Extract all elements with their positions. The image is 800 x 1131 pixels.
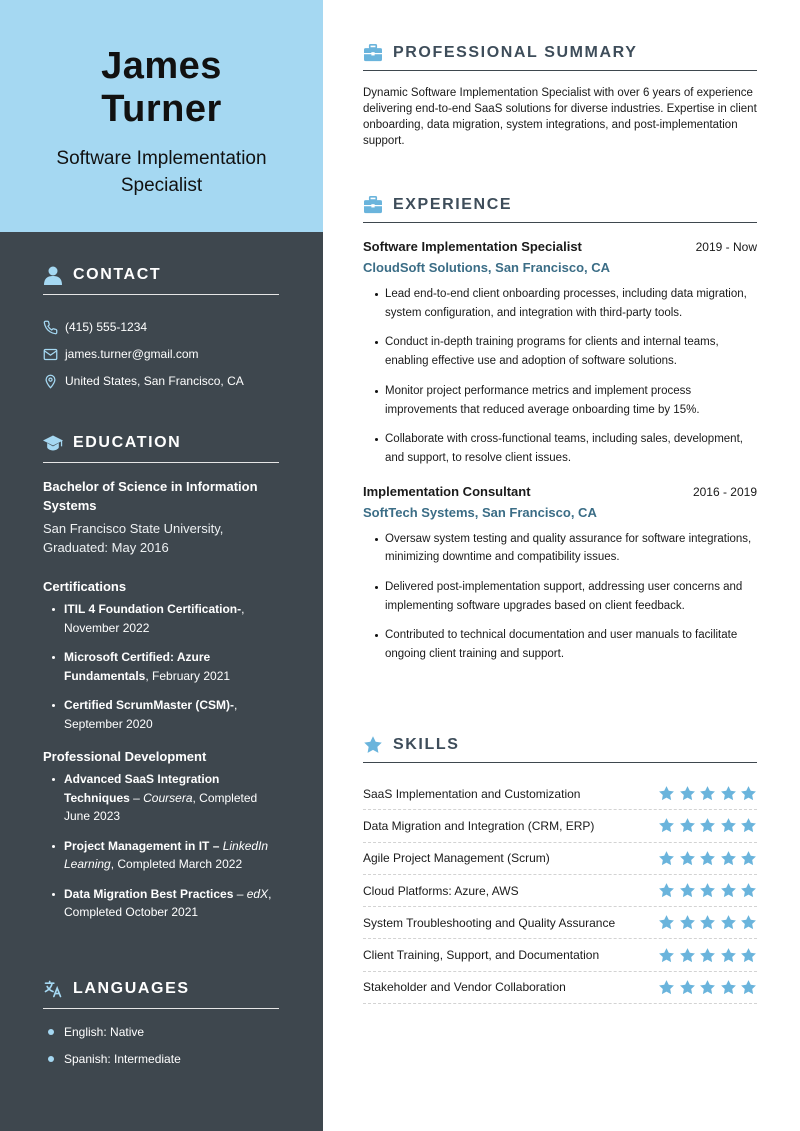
course-provider: Coursera (143, 790, 193, 805)
role-line-2: Specialist (120, 175, 203, 196)
list-item (51, 885, 279, 922)
experience-section (363, 192, 757, 675)
list-item: Lead end-to-end client onboarding processes, including data migration, system configuration, and integration with third-party tools. (375, 285, 757, 322)
person-name (0, 0, 323, 131)
course-name: Advanced SaaS Integration Techniques (64, 772, 220, 805)
rating-star-icon (740, 947, 757, 964)
rating-star-icon (679, 817, 696, 834)
contact-section (43, 262, 279, 400)
development-title: Professional Development (43, 749, 207, 764)
contact-title: CONTACT (73, 266, 162, 283)
rating-star-icon (699, 785, 716, 802)
user-icon (43, 265, 63, 285)
job-entry (363, 484, 757, 664)
languages-title: LANGUAGES (73, 980, 190, 997)
rating-star-icon (658, 817, 675, 834)
cert-name: ITIL 4 Foundation Certification- (64, 602, 242, 616)
skills-section (363, 732, 757, 1004)
sidebar (0, 0, 323, 1131)
star-icon (363, 735, 383, 755)
list-item: English: Native (48, 1024, 279, 1040)
rating-star-icon (658, 882, 675, 899)
education-header (43, 430, 279, 463)
rating-star-icon (740, 882, 757, 899)
languages-list (48, 1024, 279, 1067)
rating-star-icon (720, 947, 737, 964)
briefcase-icon (363, 195, 383, 215)
skill-name: Cloud Platforms: Azure, AWS (363, 883, 519, 898)
cert-name: Certified ScrumMaster (CSM)- (64, 698, 235, 712)
course-detail: , Completed June 2023 (64, 790, 258, 823)
job-dates: 2019 - Now (695, 240, 757, 254)
skill-rating (658, 882, 757, 899)
summary-header (363, 40, 757, 71)
rating-star-icon (679, 882, 696, 899)
job-company: CloudSoft Solutions, San Francisco, CA (363, 260, 611, 275)
rating-star-icon (740, 850, 757, 867)
rating-star-icon (740, 979, 757, 996)
location-text: United States, San Francisco, CA (65, 374, 244, 388)
list-item (51, 648, 279, 685)
skills-title: SKILLS (393, 736, 460, 753)
last-name: Turner (101, 88, 222, 130)
contact-phone[interactable] (43, 319, 279, 335)
job-bullets (375, 530, 757, 664)
role-line-1: Software Implementation (56, 148, 267, 169)
skill-name: Agile Project Management (Scrum) (363, 851, 550, 866)
cert-detail: , February 2021 (145, 668, 231, 683)
rating-star-icon (679, 914, 696, 931)
school: San Francisco State University, Graduated: May 2016 (43, 521, 224, 555)
list-item: Collaborate with cross-functional teams, including sales, development, and support, to resolve client issues. (375, 430, 757, 467)
skill-rating (658, 785, 757, 802)
skill-name: Data Migration and Integration (CRM, ERP) (363, 818, 595, 833)
languages-header (43, 976, 279, 1009)
rating-star-icon (699, 882, 716, 899)
rating-star-icon (658, 850, 675, 867)
phone-icon (43, 320, 58, 335)
summary-section (363, 40, 757, 149)
experience-header (363, 192, 757, 223)
first-name: James (101, 45, 222, 87)
skill-rating (658, 979, 757, 996)
education-title: EDUCATION (73, 434, 182, 451)
name-block (0, 0, 323, 232)
rating-star-icon (720, 850, 737, 867)
course-provider: edX (246, 886, 269, 901)
education-section (43, 430, 279, 933)
skill-row (363, 810, 757, 842)
rating-star-icon (740, 785, 757, 802)
list-item (51, 600, 279, 637)
rating-star-icon (679, 979, 696, 996)
cert-detail: , September 2020 (64, 698, 238, 731)
cert-name: Microsoft Certified: Azure Fundamentals (64, 650, 211, 683)
briefcase-icon (363, 43, 383, 63)
list-item (51, 696, 279, 733)
cert-detail: , November 2022 (64, 602, 245, 635)
languages-section (43, 976, 279, 1078)
course-name: Data Migration Best Practices (64, 886, 234, 901)
rating-star-icon (658, 947, 675, 964)
skill-rating (658, 817, 757, 834)
rating-star-icon (720, 914, 737, 931)
list-item (51, 770, 279, 826)
skills-header (363, 732, 757, 763)
list-item: Conduct in-depth training programs for clients and internal teams, enabling effective use and adoption of software solutions. (375, 333, 757, 370)
job-dates: 2016 - 2019 (692, 484, 757, 499)
list-item: Monitor project performance metrics and implement process improvements that reduced average onboarding time by 15%. (375, 382, 757, 419)
skill-row (363, 875, 757, 907)
rating-star-icon (720, 817, 737, 834)
certifications-list (51, 600, 279, 733)
course-provider: LinkedIn Learning (64, 838, 269, 871)
rating-star-icon (658, 785, 675, 802)
map-pin-icon (43, 374, 58, 389)
degree: Bachelor of Science in Information Systems (43, 479, 258, 513)
email-text: james.turner@gmail.com (65, 347, 199, 361)
skill-name: Stakeholder and Vendor Collaboration (363, 980, 566, 995)
rating-star-icon (699, 817, 716, 834)
rating-star-icon (699, 979, 716, 996)
rating-star-icon (720, 979, 737, 996)
phone-text: (415) 555-1234 (65, 320, 148, 334)
contact-email[interactable] (43, 346, 279, 362)
list-item: Oversaw system testing and quality assurance for software integrations, minimizing downtime and compatibility issues. (375, 530, 757, 567)
skill-rating (658, 850, 757, 867)
skill-row (363, 843, 757, 875)
mail-icon (43, 347, 58, 362)
course-name: Project Management in IT – (64, 838, 223, 853)
contact-location (43, 373, 279, 389)
list-item (51, 837, 279, 874)
rating-star-icon (658, 914, 675, 931)
rating-star-icon (658, 979, 675, 996)
course-sep: – (233, 886, 247, 901)
skill-rating (658, 914, 757, 931)
course-sep: – (129, 790, 144, 805)
skills-list (363, 778, 757, 1004)
job-entry (363, 239, 757, 468)
translate-icon (43, 979, 63, 999)
skill-name: System Troubleshooting and Quality Assurance (363, 915, 616, 930)
skill-row (363, 939, 757, 971)
job-role (0, 145, 323, 199)
experience-title: EXPERIENCE (393, 196, 513, 213)
graduation-cap-icon (43, 433, 63, 453)
job-bullets (375, 285, 757, 468)
rating-star-icon (679, 785, 696, 802)
rating-star-icon (679, 947, 696, 964)
course-detail: , Completed October 2021 (64, 886, 272, 919)
summary-title: PROFESSIONAL SUMMARY (393, 44, 638, 61)
course-detail: , Completed March 2022 (110, 857, 243, 871)
rating-star-icon (699, 914, 716, 931)
job-title: Software Implementation Specialist (363, 239, 582, 254)
rating-star-icon (720, 882, 737, 899)
job-title: Implementation Consultant (363, 483, 531, 499)
rating-star-icon (679, 850, 696, 867)
list-item: Contributed to technical documentation and user manuals to facilitate ongoing client training and support. (375, 626, 757, 663)
development-list (51, 770, 279, 922)
rating-star-icon (740, 914, 757, 931)
skill-row (363, 972, 757, 1004)
list-item: Delivered post-implementation support, addressing user concerns and implementing software upgrades based on client feedback. (375, 578, 757, 615)
job-company: SoftTech Systems, San Francisco, CA (363, 504, 597, 520)
list-item: Spanish: Intermediate (48, 1051, 279, 1067)
rating-star-icon (699, 947, 716, 964)
rating-star-icon (699, 850, 716, 867)
summary-text: Dynamic Software Implementation Specialist with over 6 years of experience delivering end-to-end SaaS solutions for diverse industries. Expertise in client onboarding, data migration, system integrations, and post-implementation support. (363, 87, 757, 147)
rating-star-icon (720, 785, 737, 802)
certifications-title: Certifications (43, 579, 127, 594)
skill-row (363, 907, 757, 939)
skill-rating (658, 947, 757, 964)
skill-row (363, 778, 757, 810)
contact-header (43, 262, 279, 295)
rating-star-icon (740, 817, 757, 834)
skill-name: SaaS Implementation and Customization (363, 786, 581, 801)
skill-name: Client Training, Support, and Documentation (363, 948, 600, 963)
